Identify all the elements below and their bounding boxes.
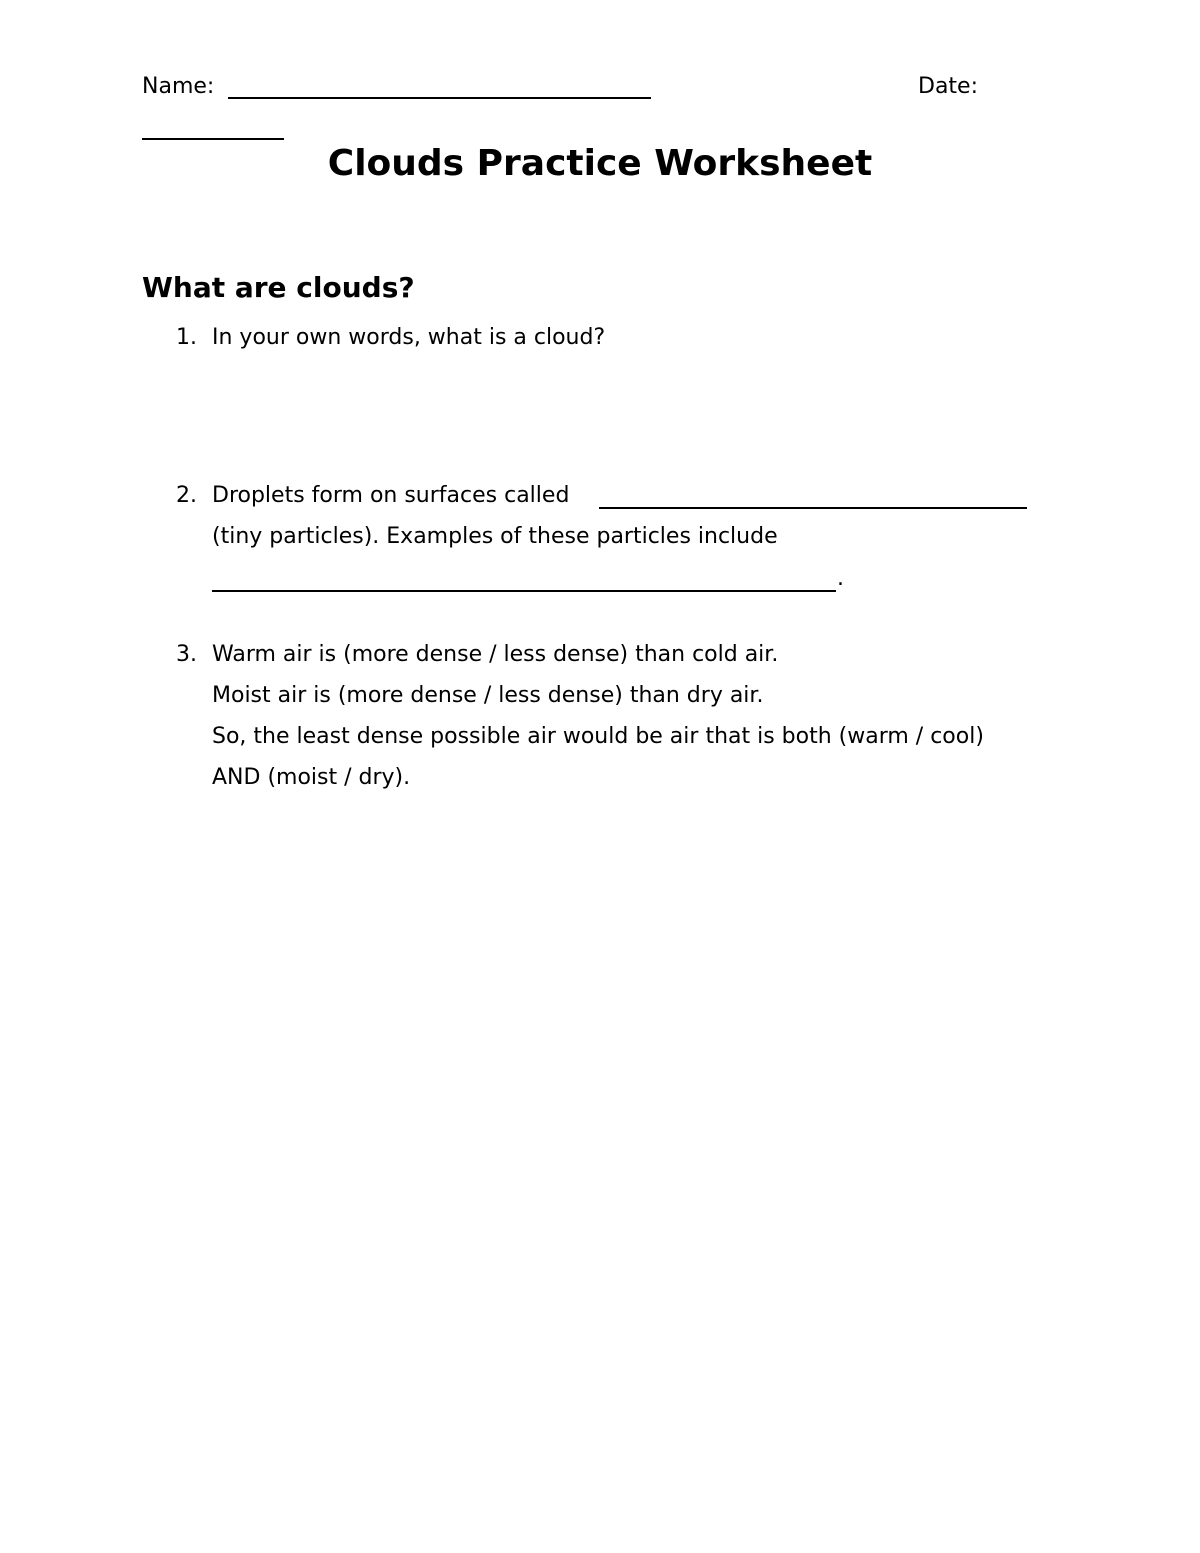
question-3-line-4: AND (moist / dry). (212, 765, 411, 790)
page-title: Clouds Practice Worksheet (327, 143, 873, 184)
date-blank[interactable] (142, 118, 284, 140)
question-3-line-2: Moist air is (more dense / less dense) than dry air. (212, 683, 764, 708)
examples-blank[interactable] (212, 570, 836, 592)
question-2-period: . (837, 566, 844, 591)
question-2-line-1: Droplets form on surfaces called (212, 483, 570, 508)
name-label: Name: (142, 74, 215, 99)
question-3-line-1: Warm air is (more dense / less dense) than cold air. (212, 642, 779, 667)
question-number: 3. (176, 642, 197, 667)
question-number: 1. (176, 325, 197, 350)
nuclei-blank[interactable] (599, 487, 1027, 509)
name-blank[interactable] (228, 77, 651, 99)
section-heading: What are clouds? (142, 271, 415, 304)
date-label: Date: (918, 74, 978, 99)
question-number: 2. (176, 483, 197, 508)
question-1-text: In your own words, what is a cloud? (212, 325, 606, 350)
question-3-line-3: So, the least dense possible air would be air that is both (warm / cool) (212, 724, 984, 749)
question-2-line-2: (tiny particles). Examples of these particles include (212, 524, 778, 549)
